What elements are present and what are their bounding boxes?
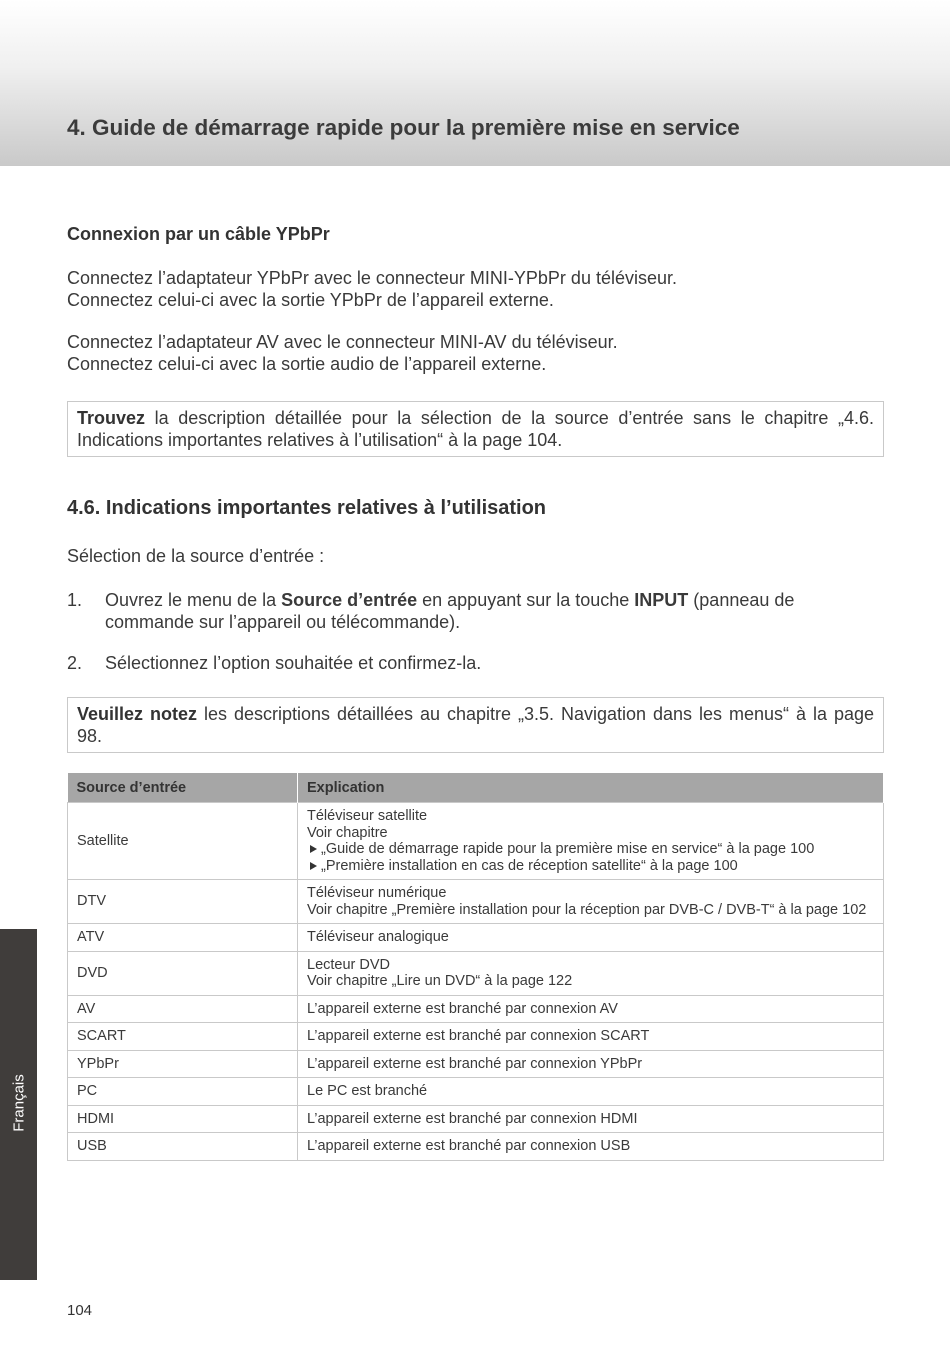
cell-line: Lecteur DVD [307, 956, 391, 973]
table-cell-source: PC [68, 1078, 298, 1106]
page-title: 4. Guide de démarrage rapide pour la première mise en service [67, 115, 740, 140]
table-cell-source: ATV [68, 924, 298, 952]
table-header-explication: Explication [298, 773, 884, 803]
list-text: Sélectionnez l’option souhaitée et confirmez-la. [105, 653, 482, 673]
table-cell-explication: L’appareil externe est branché par connexion YPbPr [298, 1050, 884, 1078]
table-row [68, 1023, 884, 1051]
section-heading: 4.6. Indications importantes relatives à l’utilisation [67, 497, 547, 519]
cell-line: Voir chapitre [307, 824, 388, 841]
cell-line: Téléviseur satellite [307, 808, 428, 824]
step1-pre: Ouvrez le menu de la [105, 590, 282, 610]
table-cell-explication: L’appareil externe est branché par connexion AV [298, 995, 884, 1023]
table-cell-source: AV [68, 995, 298, 1023]
table-row [68, 1133, 884, 1161]
ypbpr-p2-line-1: Connectez l’adaptateur AV avec le connecteur MINI-AV du téléviseur. [67, 332, 618, 352]
ypbpr-heading: Connexion par un câble YPbPr [67, 224, 330, 244]
table-cell-explication: L’appareil externe est branché par connexion SCART [298, 1023, 884, 1051]
list-number: 2. [67, 653, 83, 673]
note-bold: Veuillez notez [77, 704, 197, 724]
table-cell-source: DVD [68, 951, 298, 995]
table-cell-source: USB [68, 1133, 298, 1161]
header-band [0, 0, 950, 166]
table-cell-explication: L’appareil externe est branché par connexion HDMI [298, 1105, 884, 1133]
table-cell-source: Satellite [68, 803, 298, 880]
cell-line: Téléviseur numérique [307, 885, 447, 901]
table-cell-explication [298, 803, 884, 880]
step1-bold-input: INPUT [634, 590, 689, 610]
cell-line: Voir chapitre „Lire un DVD“ à la page 122 [307, 973, 573, 989]
input-source-table [67, 773, 884, 1161]
table-row [68, 880, 884, 924]
table-cell-explication: L’appareil externe est branché par connexion USB [298, 1133, 884, 1161]
note-box-navigation [67, 697, 884, 753]
table-cell-source: DTV [68, 880, 298, 924]
table-header-source: Source d’entrée [68, 773, 298, 803]
page-number: 104 [67, 1302, 93, 1319]
table-cell-source: YPbPr [68, 1050, 298, 1078]
table-row [68, 1078, 884, 1106]
table-cell-explication [298, 880, 884, 924]
list-text [105, 589, 884, 633]
step1-post: (panneau de commande sur l’appareil ou télécommande). [105, 590, 795, 632]
ypbpr-p1-line-1: Connectez l’adaptateur YPbPr avec le connecteur MINI-YPbPr du téléviseur. [67, 268, 677, 288]
table-row [68, 951, 884, 995]
language-label: Français [10, 1074, 27, 1132]
note-text: les descriptions détaillées au chapitre „3.5. Navigation dans les menus“ à la page 98. [77, 704, 874, 746]
table-row [68, 995, 884, 1023]
table-cell-explication: Le PC est branché [298, 1078, 884, 1106]
bullet-item: „Première installation en cas de réception satellite“ à la page 100 [307, 858, 874, 875]
note-box-source [67, 401, 884, 457]
step1-mid: en appuyant sur la touche [417, 590, 635, 610]
bullet-item: „Guide de démarrage rapide pour la première mise en service“ à la page 100 [307, 841, 874, 858]
ypbpr-p1-line-2: Connectez celui-ci avec la sortie YPbPr de l’appareil externe. [67, 290, 554, 310]
list-number: 1. [67, 590, 83, 610]
ypbpr-paragraph-1 [67, 267, 677, 311]
table-row [68, 1105, 884, 1133]
table-cell-explication [298, 951, 884, 995]
step1-bold-source: Source d’entrée [281, 590, 418, 610]
ypbpr-p2-line-2: Connectez celui-ci avec la sortie audio de l’appareil externe. [67, 354, 547, 374]
table-row [68, 924, 884, 952]
note-text: la description détaillée pour la sélection de la source d’entrée sans le chapitre „4.6. Indications importantes relatives à l’utilisation“ à la page 104. [77, 408, 874, 450]
section-intro: Sélection de la source d’entrée : [67, 546, 325, 566]
table-row [68, 1050, 884, 1078]
table-cell-source: HDMI [68, 1105, 298, 1133]
table-header-row [68, 773, 884, 803]
cell-line: Voir chapitre „Première installation pour la réception par DVB-C / DVB-T“ à la page 102 [307, 901, 867, 918]
table-cell-source: SCART [68, 1023, 298, 1051]
note-bold: Trouvez [77, 408, 146, 428]
table-cell-explication: Téléviseur analogique [298, 924, 884, 952]
table-row [68, 803, 884, 880]
ypbpr-paragraph-2 [67, 331, 618, 375]
